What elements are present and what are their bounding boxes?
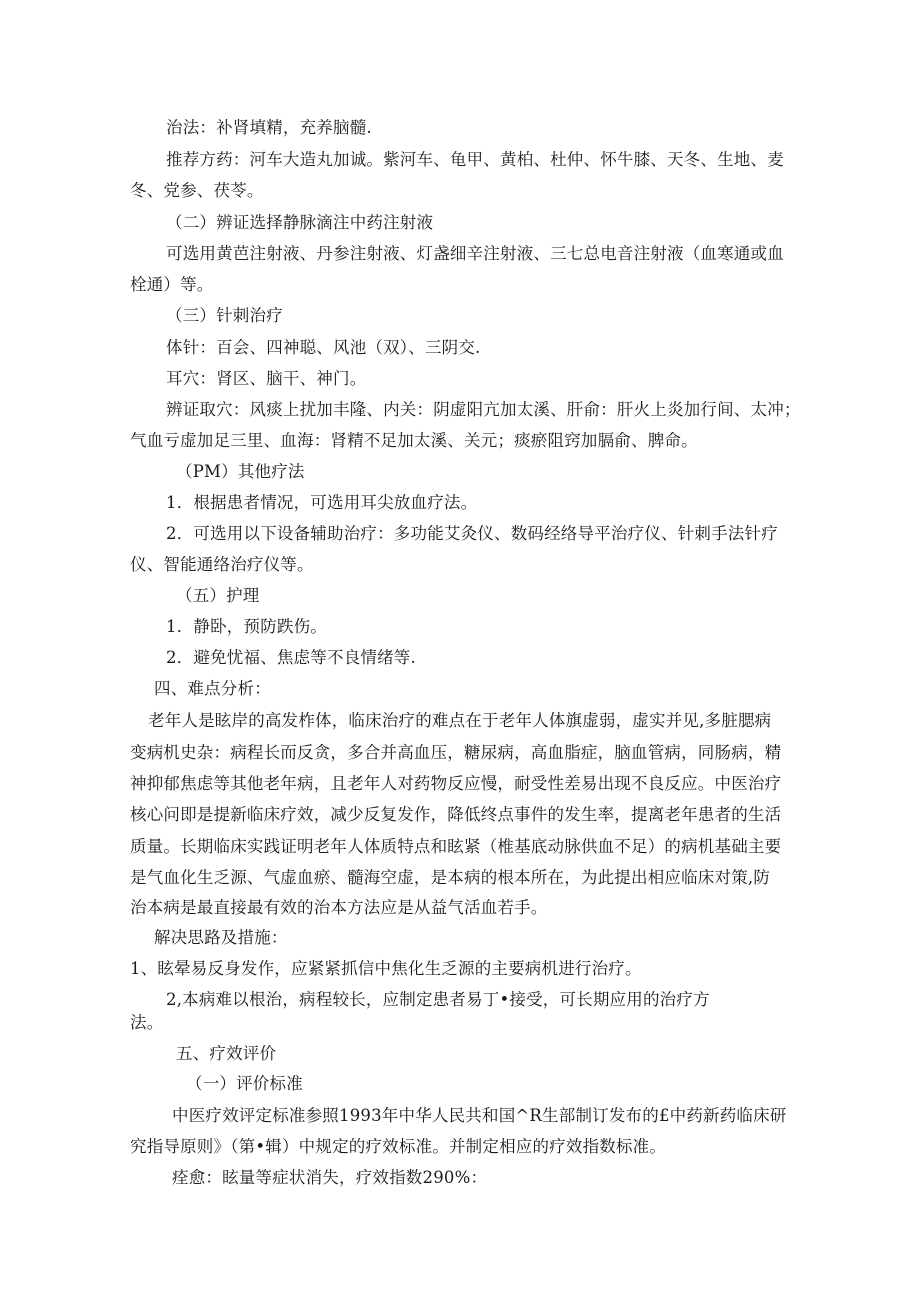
text-line: 推荐方药：河车大造丸加诚。紫河车、龟甲、黄柏、杜仲、怀牛膝、天冬、生地、麦	[166, 150, 784, 169]
text-line: 仪、智能通络治疗仪等。	[130, 555, 314, 574]
text-line: 变病机史杂：病程长而反贪，多合并高血压，糖尿病，高血脂症，脑血管病，同肠病，精	[130, 743, 782, 762]
text-line: 冬、党参、茯苓。	[130, 181, 264, 200]
section-heading: （五）护理	[176, 586, 260, 605]
text-line: 耳穴：肾区、脑干、神门。	[166, 369, 367, 388]
section-heading: 解决思路及措施：	[154, 928, 288, 947]
text-line: 是气血化生乏源、气虚血瘀、髓海空虚，是本病的根本所在，为此提出相应临床对策,防	[130, 868, 771, 887]
text-line: 老年人是眩岸的高发柞体，临床治疗的难点在于老年人体旗虚弱，虚实并见,多脏腮病	[148, 711, 772, 730]
list-item: 2,本病难以根治，病程较长，应制定患者易丁•接受，可长期应用的治疗方	[166, 990, 710, 1009]
section-heading: （PM）其他疗法	[176, 462, 305, 481]
text-line: 气血亏虚加足三里、血海：肾精不足加太溪、关元；痰瘀阻窍加膈俞、脾命。	[130, 431, 698, 450]
text-line: 体针：百会、四神聪、风池（双）、三阴交.	[166, 338, 481, 357]
text-line: 可选用黄芭注射液、丹参注射液、灯盏细辛注射液、三七总电音注射液（血寒通或血	[166, 244, 784, 263]
text-line: 神抑郁焦虑等其他老年病，且老年人对药物反应慢，耐受性差易出现不良反应。中医治疗	[130, 774, 782, 793]
text-line: 法。	[130, 1013, 164, 1032]
section-heading: 五、疗效评价	[176, 1044, 277, 1063]
text-line: 痊愈：眩量等症状消失，疗效指数290%：	[172, 1168, 488, 1187]
text-line: 栓通）等。	[130, 275, 214, 294]
section-heading: （一）评价标准	[186, 1074, 303, 1093]
list-item: 1．静卧，预防跌伤。	[166, 617, 327, 636]
text-line: 质量。长期临床实践证明老年人体质特点和眩紧（椎基底动脉供血不足）的病机基础主要	[130, 837, 782, 856]
section-heading: 四、难点分析：	[154, 679, 271, 698]
list-item: 1．根据患者情况，可选用耳尖放血疗法。	[166, 493, 478, 512]
text-line: 治法：补肾填精，充养脑髓.	[166, 118, 372, 137]
text-line: 辨证取穴：风痰上扰加丰隆、内关：阴虚阳亢加太溪、肝俞：肝火上炎加行间、太冲；	[166, 400, 801, 419]
section-heading: （三）针刺治疗	[166, 306, 283, 325]
list-item: 2．避免忧福、焦虑等不良情绪等.	[166, 648, 416, 667]
text-line: 治本病是最直接最有效的治本方法应是从益气活血若手。	[130, 898, 548, 917]
text-line: 究指导原则》（第•辑）中规定的疗效标准。并制定相应的疗效指数标准。	[130, 1137, 667, 1156]
text-line: 中医疗效评定标准参照1993年中华人民共和国^R生部制订发布的£中药新药临床研	[172, 1106, 787, 1125]
section-heading: （二）辨证选择静脉滴注中药注射液	[166, 213, 434, 232]
list-item: 2．可选用以下设备辅助治疗：多功能艾灸仪、数码经络导平治疗仪、针刺手法针疗	[166, 524, 778, 543]
text-line: 核心问即是提新临床疗效，减少反复发作，降低终点事件的发生率，提离老年患者的生活	[130, 805, 782, 824]
list-item: 1、眩晕易反身发作，应紧紧抓信中焦化生乏源的主要病机进行治疗。	[130, 959, 642, 978]
